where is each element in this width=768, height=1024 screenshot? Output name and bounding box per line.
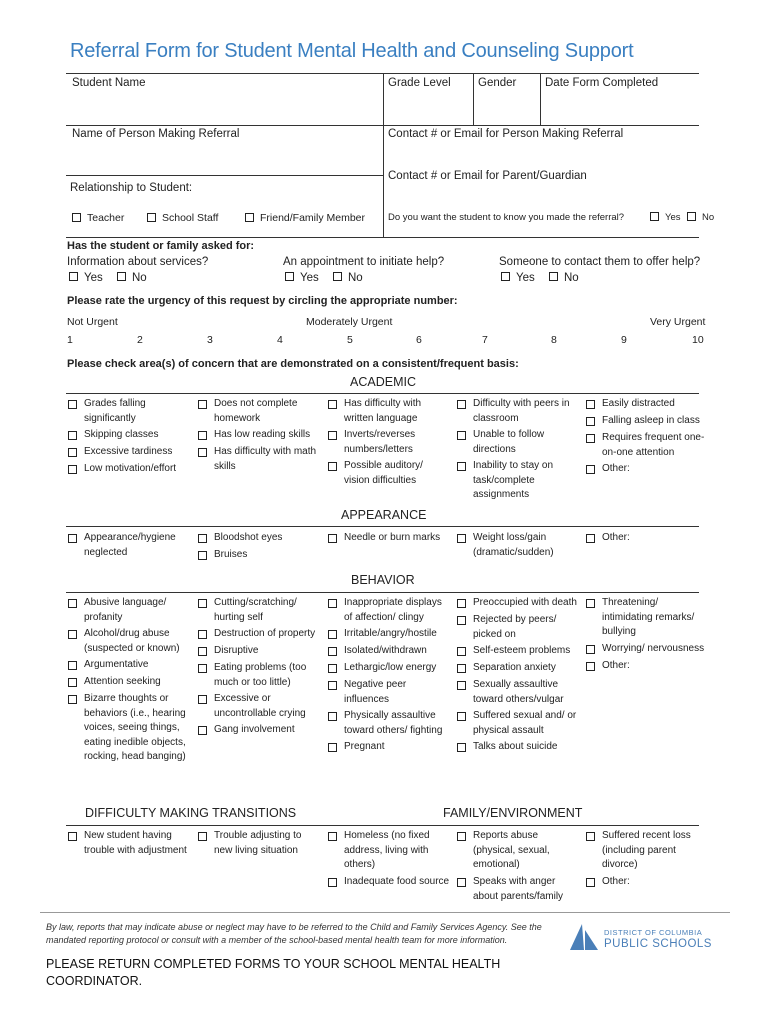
checkbox[interactable] — [198, 832, 207, 841]
checkbox[interactable] — [198, 534, 207, 543]
checkbox[interactable] — [198, 630, 207, 639]
concern-label: Alcohol/drug abuse (suspected or known) — [84, 628, 180, 654]
concern-label: Appearance/hygiene neglected — [84, 532, 176, 558]
concern-label: Bizarre thoughts or behaviors (i.e., hearing voices, seeing things, eating inedible objects, rocking, head banging) — [84, 693, 186, 762]
concern-item[interactable] — [328, 459, 450, 488]
checkbox[interactable] — [328, 630, 337, 639]
checkbox[interactable] — [198, 551, 207, 560]
concern-label: Abusive language/ profanity — [84, 597, 167, 623]
q3-yes-option[interactable]: Yes — [501, 272, 535, 284]
urgency-low-label: Not Urgent — [67, 316, 118, 328]
rel-teacher-option[interactable]: Teacher — [72, 212, 124, 224]
checkbox[interactable] — [328, 400, 337, 409]
concern-label: Separation anxiety — [473, 662, 556, 673]
concern-item[interactable] — [328, 740, 450, 755]
checkbox[interactable] — [198, 400, 207, 409]
know-yes-option[interactable]: Yes — [650, 212, 681, 223]
concern-label: Other: — [602, 876, 630, 887]
concern-label: Irritable/angry/hostile — [344, 628, 437, 639]
logo-district: DISTRICT OF COLUMBIA — [604, 928, 703, 937]
gender-field[interactable]: Gender — [478, 77, 517, 89]
concern-item[interactable] — [198, 661, 320, 690]
concern-label: Excessive or uncontrollable crying — [214, 693, 306, 719]
concern-label: Inverts/reverses numbers/letters — [344, 429, 416, 455]
urgency-option-4[interactable]: 4 — [277, 334, 283, 346]
rule — [40, 912, 730, 913]
checkbox[interactable] — [328, 462, 337, 471]
concern-label: Easily distracted — [602, 398, 675, 409]
concern-item[interactable] — [457, 596, 579, 611]
legal-note: By law, reports that may indicate abuse or neglect may have to be referred to the Child and Family Services Agency. See the mandated reporting protocol or consult with a member of the school-based mental health team for more information. — [46, 922, 542, 945]
concern-item[interactable] — [328, 397, 450, 426]
urgency-option-2[interactable]: 2 — [137, 334, 143, 346]
concern-item[interactable] — [198, 692, 320, 721]
concern-heading: Please check area(s) of concern that are demonstrated on a consistent/frequent basis: — [67, 358, 519, 370]
checkbox[interactable] — [586, 434, 595, 443]
concern-item[interactable] — [457, 644, 579, 659]
concern-label: Other: — [602, 532, 630, 543]
concern-item[interactable] — [198, 596, 320, 625]
checkbox[interactable] — [457, 400, 466, 409]
section-family: FAMILY/ENVIRONMENT — [443, 806, 583, 820]
dcps-logo-icon — [568, 922, 600, 952]
concern-item[interactable] — [457, 829, 579, 873]
checkbox[interactable] — [68, 400, 77, 409]
checkbox[interactable] — [69, 272, 78, 281]
urgency-heading: Please rate the urgency of this request by circling the appropriate number: — [67, 295, 458, 307]
concern-item[interactable] — [68, 428, 190, 443]
checkbox[interactable] — [328, 431, 337, 440]
checkbox[interactable] — [457, 534, 466, 543]
concern-label: Possible auditory/ vision difficulties — [344, 460, 423, 486]
concern-label: Trouble adjusting to new living situation — [214, 830, 302, 856]
relationship-label: Relationship to Student: — [70, 182, 193, 194]
concern-label: Sexually assaultive toward others/vulgar — [473, 679, 564, 705]
concern-item[interactable] — [328, 627, 450, 642]
q2-no-option[interactable]: No — [333, 272, 363, 284]
urgency-mid-label: Moderately Urgent — [306, 316, 393, 328]
checkbox[interactable] — [198, 726, 207, 735]
student-name-field[interactable]: Student Name — [72, 77, 146, 89]
checkbox[interactable] — [147, 213, 156, 222]
checkbox[interactable] — [198, 664, 207, 673]
concern-label: Unable to follow directions — [473, 429, 545, 455]
checkbox[interactable] — [68, 832, 77, 841]
checkbox[interactable] — [68, 534, 77, 543]
rel-friend-option[interactable]: Friend/Family Member — [245, 212, 365, 224]
concern-label: Pregnant — [344, 741, 385, 752]
concern-label: Argumentative — [84, 659, 149, 670]
checkbox[interactable] — [68, 431, 77, 440]
concern-item[interactable] — [328, 678, 450, 707]
urgency-option-9[interactable]: 9 — [621, 334, 627, 346]
referrer-name-field[interactable]: Name of Person Making Referral — [72, 128, 240, 140]
checkbox[interactable] — [328, 599, 337, 608]
concern-item[interactable] — [328, 709, 450, 738]
checkbox[interactable] — [457, 664, 466, 673]
page-title: Referral Form for Student Mental Health and Counseling Support — [70, 40, 634, 62]
rule — [383, 73, 384, 237]
concern-item[interactable] — [198, 531, 320, 546]
concern-item[interactable] — [198, 397, 320, 426]
concern-item[interactable] — [68, 445, 190, 460]
concern-item[interactable] — [586, 659, 706, 674]
concern-label: Lethargic/low energy — [344, 662, 437, 673]
rule — [66, 592, 699, 593]
parent-contact-field[interactable]: Contact # or Email for Parent/Guardian — [388, 170, 587, 182]
checkbox[interactable] — [198, 448, 207, 457]
return-instructions: PLEASE RETURN COMPLETED FORMS TO YOUR SCHOOL MENTAL HEALTH COORDINATOR. — [46, 957, 501, 988]
concern-label: Does not complete homework — [214, 398, 298, 424]
concern-item[interactable] — [586, 531, 706, 546]
checkbox[interactable] — [328, 681, 337, 690]
checkbox[interactable] — [328, 712, 337, 721]
checkbox[interactable] — [586, 645, 595, 654]
checkbox[interactable] — [117, 272, 126, 281]
section-transitions: DIFFICULTY MAKING TRANSITIONS — [85, 806, 297, 820]
checkbox[interactable] — [68, 465, 77, 474]
concern-label: Homeless (no fixed address, living with others) — [344, 830, 430, 870]
rule — [66, 393, 699, 394]
concern-label: Gang involvement — [214, 724, 295, 735]
checkbox[interactable] — [586, 832, 595, 841]
urgency-high-label: Very Urgent — [650, 316, 706, 328]
checkbox[interactable] — [457, 878, 466, 887]
concern-item[interactable] — [328, 644, 450, 659]
concern-item[interactable] — [457, 531, 579, 560]
concern-item[interactable] — [457, 875, 579, 904]
checkbox[interactable] — [328, 647, 337, 656]
concern-item[interactable] — [328, 596, 450, 625]
referrer-contact-field[interactable]: Contact # or Email for Person Making Referral — [388, 128, 624, 140]
concern-label: Negative peer influences — [344, 679, 407, 705]
asked-q2: An appointment to initiate help? — [283, 256, 445, 268]
checkbox[interactable] — [68, 599, 77, 608]
concern-item[interactable] — [457, 661, 579, 676]
concern-item[interactable] — [68, 397, 190, 426]
concern-label: Disruptive — [214, 645, 259, 656]
asked-q3: Someone to contact them to offer help? — [499, 256, 701, 268]
concern-item[interactable] — [328, 428, 450, 457]
concern-label: Isolated/withdrawn — [344, 645, 427, 656]
checkbox[interactable] — [198, 695, 207, 704]
concern-item[interactable] — [328, 531, 450, 546]
asked-q1: Information about services? — [67, 256, 209, 268]
concern-item[interactable] — [586, 397, 706, 412]
concern-label: Inability to stay on task/complete assignments — [473, 460, 554, 500]
checkbox[interactable] — [650, 212, 659, 221]
concern-item[interactable] — [457, 740, 579, 755]
concern-label: Attention seeking — [84, 676, 161, 687]
concern-label: Excessive tardiness — [84, 446, 173, 457]
date-completed-field[interactable]: Date Form Completed — [545, 77, 659, 89]
concern-item[interactable] — [68, 692, 190, 765]
rule — [66, 237, 699, 238]
concern-item[interactable] — [68, 675, 190, 690]
checkbox[interactable] — [198, 599, 207, 608]
concern-label: Destruction of property — [214, 628, 316, 639]
concern-label: Has difficulty with written language — [344, 398, 422, 424]
grade-level-field[interactable]: Grade Level — [388, 77, 451, 89]
concern-item[interactable] — [328, 661, 450, 676]
concern-label: Needle or burn marks — [344, 532, 441, 543]
checkbox[interactable] — [457, 647, 466, 656]
concern-label: Inadequate food source — [344, 876, 450, 887]
q3-no-option[interactable]: No — [549, 272, 579, 284]
q1-no-option[interactable]: No — [117, 272, 147, 284]
concern-item[interactable] — [457, 459, 579, 503]
concern-label: Threatening/ intimidating remarks/ bullying — [602, 597, 695, 637]
concern-label: Talks about suicide — [473, 741, 558, 752]
rel-staff-option[interactable]: School Staff — [147, 212, 218, 224]
logo-public-schools: PUBLIC SCHOOLS — [604, 938, 712, 950]
urgency-option-7[interactable]: 7 — [482, 334, 488, 346]
checkbox[interactable] — [328, 878, 337, 887]
checkbox[interactable] — [328, 743, 337, 752]
concern-label: Skipping classes — [84, 429, 159, 440]
checkbox[interactable] — [72, 213, 81, 222]
section-appearance: APPEARANCE — [341, 508, 427, 522]
concern-label: Eating problems (too much or too little) — [214, 662, 307, 688]
concern-label: Grades falling significantly — [84, 398, 146, 424]
urgency-option-10[interactable]: 10 — [692, 334, 704, 346]
concern-item[interactable] — [68, 829, 190, 858]
concern-item[interactable] — [586, 829, 706, 873]
concern-label: Bloodshot eyes — [214, 532, 283, 543]
urgency-option-5[interactable]: 5 — [347, 334, 353, 346]
concern-item[interactable] — [198, 548, 320, 563]
checkbox[interactable] — [245, 213, 254, 222]
urgency-option-1[interactable]: 1 — [67, 334, 73, 346]
checkbox[interactable] — [68, 695, 77, 704]
checkbox[interactable] — [586, 465, 595, 474]
concern-label: Suffered sexual and/ or physical assault — [473, 710, 577, 736]
concern-item[interactable] — [198, 445, 320, 474]
checkbox[interactable] — [333, 272, 342, 281]
concern-label: Other: — [602, 463, 630, 474]
concern-label: Inappropriate displays of affection/ clingy — [344, 597, 442, 623]
concern-item[interactable] — [586, 642, 706, 657]
concern-label: Difficulty with peers in classroom — [473, 398, 570, 424]
checkbox[interactable] — [549, 272, 558, 281]
checkbox[interactable] — [457, 431, 466, 440]
concern-item[interactable] — [586, 414, 706, 429]
checkbox[interactable] — [586, 599, 595, 608]
concern-item[interactable] — [68, 596, 190, 625]
concern-item[interactable] — [457, 709, 579, 738]
concern-item[interactable] — [457, 428, 579, 457]
concern-item[interactable] — [68, 462, 190, 477]
rule — [66, 526, 699, 527]
checkbox[interactable] — [328, 664, 337, 673]
checkbox[interactable] — [457, 681, 466, 690]
concern-label: Falling asleep in class — [602, 415, 700, 426]
concern-item[interactable] — [198, 829, 320, 858]
urgency-option-6[interactable]: 6 — [416, 334, 422, 346]
checkbox[interactable] — [586, 534, 595, 543]
section-academic: ACADEMIC — [350, 375, 416, 389]
q1-yes-option[interactable]: Yes — [69, 272, 103, 284]
concern-item[interactable] — [68, 627, 190, 656]
concern-item[interactable] — [586, 462, 706, 477]
concern-item[interactable] — [68, 531, 190, 560]
concern-label: Speaks with anger about parents/family — [473, 876, 564, 902]
checkbox[interactable] — [457, 832, 466, 841]
concern-label: Bruises — [214, 549, 248, 560]
concern-item[interactable] — [586, 596, 706, 640]
concern-label: New student having trouble with adjustment — [84, 830, 187, 856]
rule — [473, 73, 474, 125]
concern-label: Cutting/scratching/ hurting self — [214, 597, 297, 623]
checkbox[interactable] — [328, 534, 337, 543]
concern-item[interactable] — [198, 644, 320, 659]
checkbox[interactable] — [68, 448, 77, 457]
checkbox[interactable] — [586, 400, 595, 409]
checkbox[interactable] — [68, 661, 77, 670]
rule — [66, 825, 699, 826]
checkbox[interactable] — [68, 630, 77, 639]
concern-item[interactable] — [328, 829, 450, 873]
concern-label: Low motivation/effort — [84, 463, 177, 474]
checkbox[interactable] — [198, 647, 207, 656]
concern-label: Requires frequent one-on-one attention — [602, 432, 705, 458]
concern-label: Self-esteem problems — [473, 645, 571, 656]
checkbox[interactable] — [285, 272, 294, 281]
concern-item[interactable] — [198, 627, 320, 642]
concern-item[interactable] — [68, 658, 190, 673]
know-question: Do you want the student to know you made the referral? — [388, 212, 625, 223]
concern-label: Weight loss/gain (dramatic/sudden) — [473, 532, 554, 558]
asked-heading: Has the student or family asked for: — [67, 240, 255, 252]
checkbox[interactable] — [457, 462, 466, 471]
checkbox[interactable] — [586, 662, 595, 671]
know-no-option[interactable]: No — [687, 212, 714, 223]
concern-item[interactable] — [198, 723, 320, 738]
concern-label: Preoccupied with death — [473, 597, 577, 608]
concern-item[interactable] — [586, 431, 706, 460]
concern-item[interactable] — [457, 613, 579, 642]
concern-label: Other: — [602, 660, 630, 671]
concern-label: Reports abuse (physical, sexual, emotional) — [473, 830, 550, 870]
checkbox[interactable] — [586, 417, 595, 426]
concern-label: Suffered recent loss (including parent divorce) — [602, 830, 691, 870]
urgency-option-3[interactable]: 3 — [207, 334, 213, 346]
concern-item[interactable] — [457, 397, 579, 426]
checkbox[interactable] — [457, 743, 466, 752]
checkbox[interactable] — [586, 878, 595, 887]
urgency-option-8[interactable]: 8 — [551, 334, 557, 346]
concern-label: Has difficulty with math skills — [214, 446, 317, 472]
checkbox[interactable] — [198, 431, 207, 440]
rule — [66, 175, 383, 176]
concern-label: Has low reading skills — [214, 429, 311, 440]
section-behavior: BEHAVIOR — [351, 573, 415, 587]
rule — [540, 73, 541, 125]
concern-item[interactable] — [586, 875, 706, 890]
checkbox[interactable] — [328, 832, 337, 841]
checkbox[interactable] — [457, 599, 466, 608]
concern-label: Rejected by peers/ picked on — [473, 614, 557, 640]
concern-item[interactable] — [198, 428, 320, 443]
concern-label: Worrying/ nervousness — [602, 643, 705, 654]
checkbox[interactable] — [68, 678, 77, 687]
checkbox[interactable] — [457, 616, 466, 625]
concern-item[interactable] — [457, 678, 579, 707]
q2-yes-option[interactable]: Yes — [285, 272, 319, 284]
concern-item[interactable] — [328, 875, 450, 890]
checkbox[interactable] — [457, 712, 466, 721]
concern-label: Physically assaultive toward others/ fighting — [344, 710, 443, 736]
checkbox[interactable] — [501, 272, 510, 281]
checkbox[interactable] — [687, 212, 696, 221]
